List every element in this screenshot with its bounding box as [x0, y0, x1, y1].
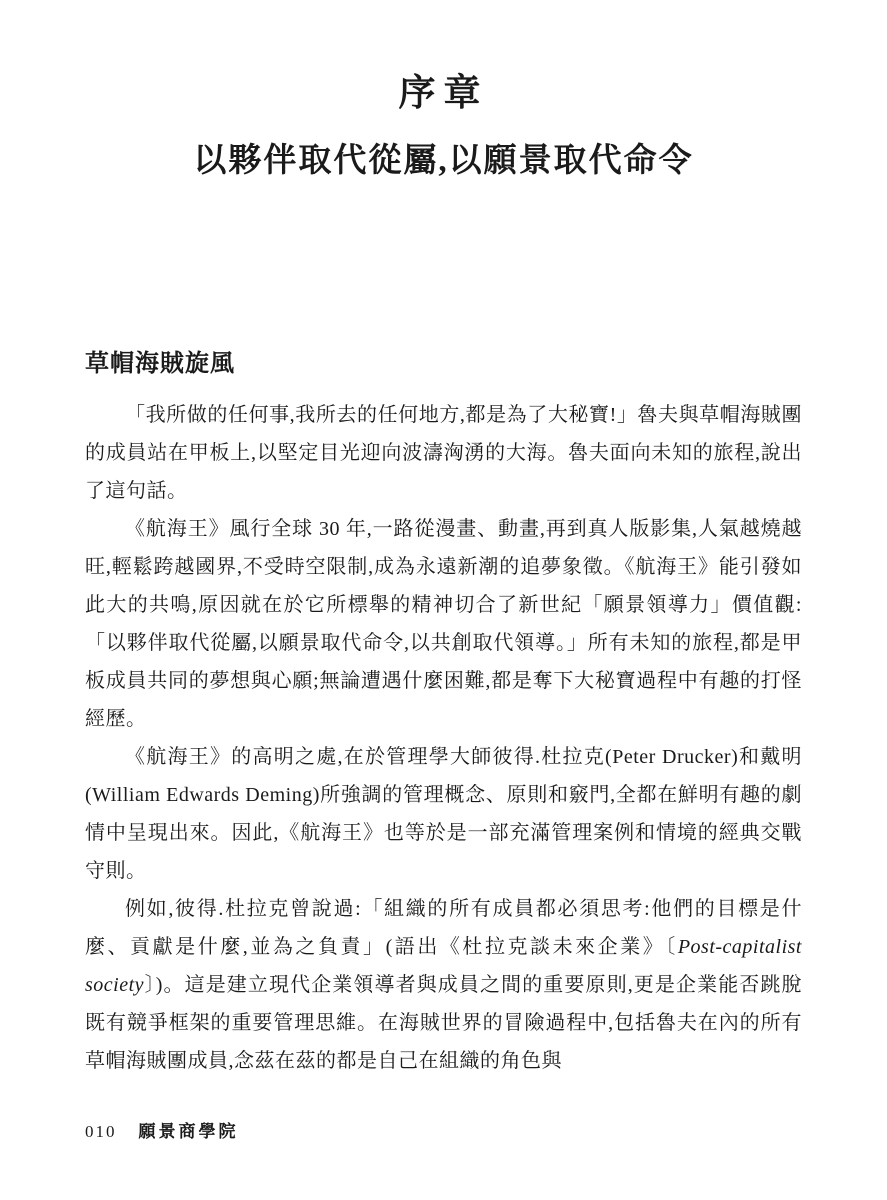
text-run: 例如,彼得.杜拉克曾說過:「組織的所有成員都必須思考:他們的目標是什麼、貢獻是什麼,並為之負責」(語出《杜拉克談未來企業》〔: [85, 898, 802, 959]
chapter-title-block: [0, 0, 887, 183]
page-footer: [85, 1117, 239, 1142]
page-content: [0, 343, 887, 1080]
text-run: 「我所做的任何事,我所去的任何地方,都是為了大秘寶!」魯夫與草帽海賊團的成員站在甲板上,以堅定目光迎向波濤洶湧的大海。魯夫面向未知的旅程,說出了這句話。: [85, 404, 802, 503]
paragraph: [85, 738, 802, 890]
page-number: 010: [85, 1122, 117, 1141]
text-run: 《航海王》的高明之處,在於管理學大師彼得.杜拉克(Peter Drucker)和戴明(William Edwards Deming)所強調的管理概念、原則和竅門,全都在鮮明有趣的劇情中呈現出來。因此,《航海王》也等於是一部充滿管理案例和情境的經典交戰守則。: [85, 746, 802, 883]
paragraph: [85, 396, 802, 510]
text-run: 〕)。這是建立現代企業領導者與成員之間的重要原則,更是企業能否跳脫既有競爭框架的重要管理思維。在海賊世界的冒險過程中,包括魯夫在內的所有草帽海賊團成員,念茲在茲的都是自己在組織的角色與: [85, 974, 802, 1073]
italic-text-run: Post-capitalist society: [85, 936, 802, 997]
body-paragraphs: [85, 396, 802, 1080]
text-run: 《航海王》風行全球 30 年,一路從漫畫、動畫,再到真人版影集,人氣越燒越旺,輕鬆跨越國界,不受時空限制,成為永遠新潮的追夢象徵。《航海王》能引發如此大的共鳴,原因就在於它所標舉的精神切合了新世紀「願景領導力」價值觀:「以夥伴取代從屬,以願景取代命令,以共創取代領導。」所有未知的旅程,都是甲板成員共同的夢想與心願;無論遭遇什麼困難,都是奪下大秘寶過程中有趣的打怪經歷。: [85, 518, 802, 731]
paragraph: [85, 890, 802, 1080]
chapter-subtitle: 以夥伴取代從屬,以願景取代命令: [193, 143, 694, 180]
section-heading: 草帽海賊旋風: [85, 351, 235, 378]
book-title: 願景商學院: [138, 1122, 239, 1141]
paragraph: [85, 510, 802, 738]
chapter-title: 序章: [398, 73, 489, 114]
